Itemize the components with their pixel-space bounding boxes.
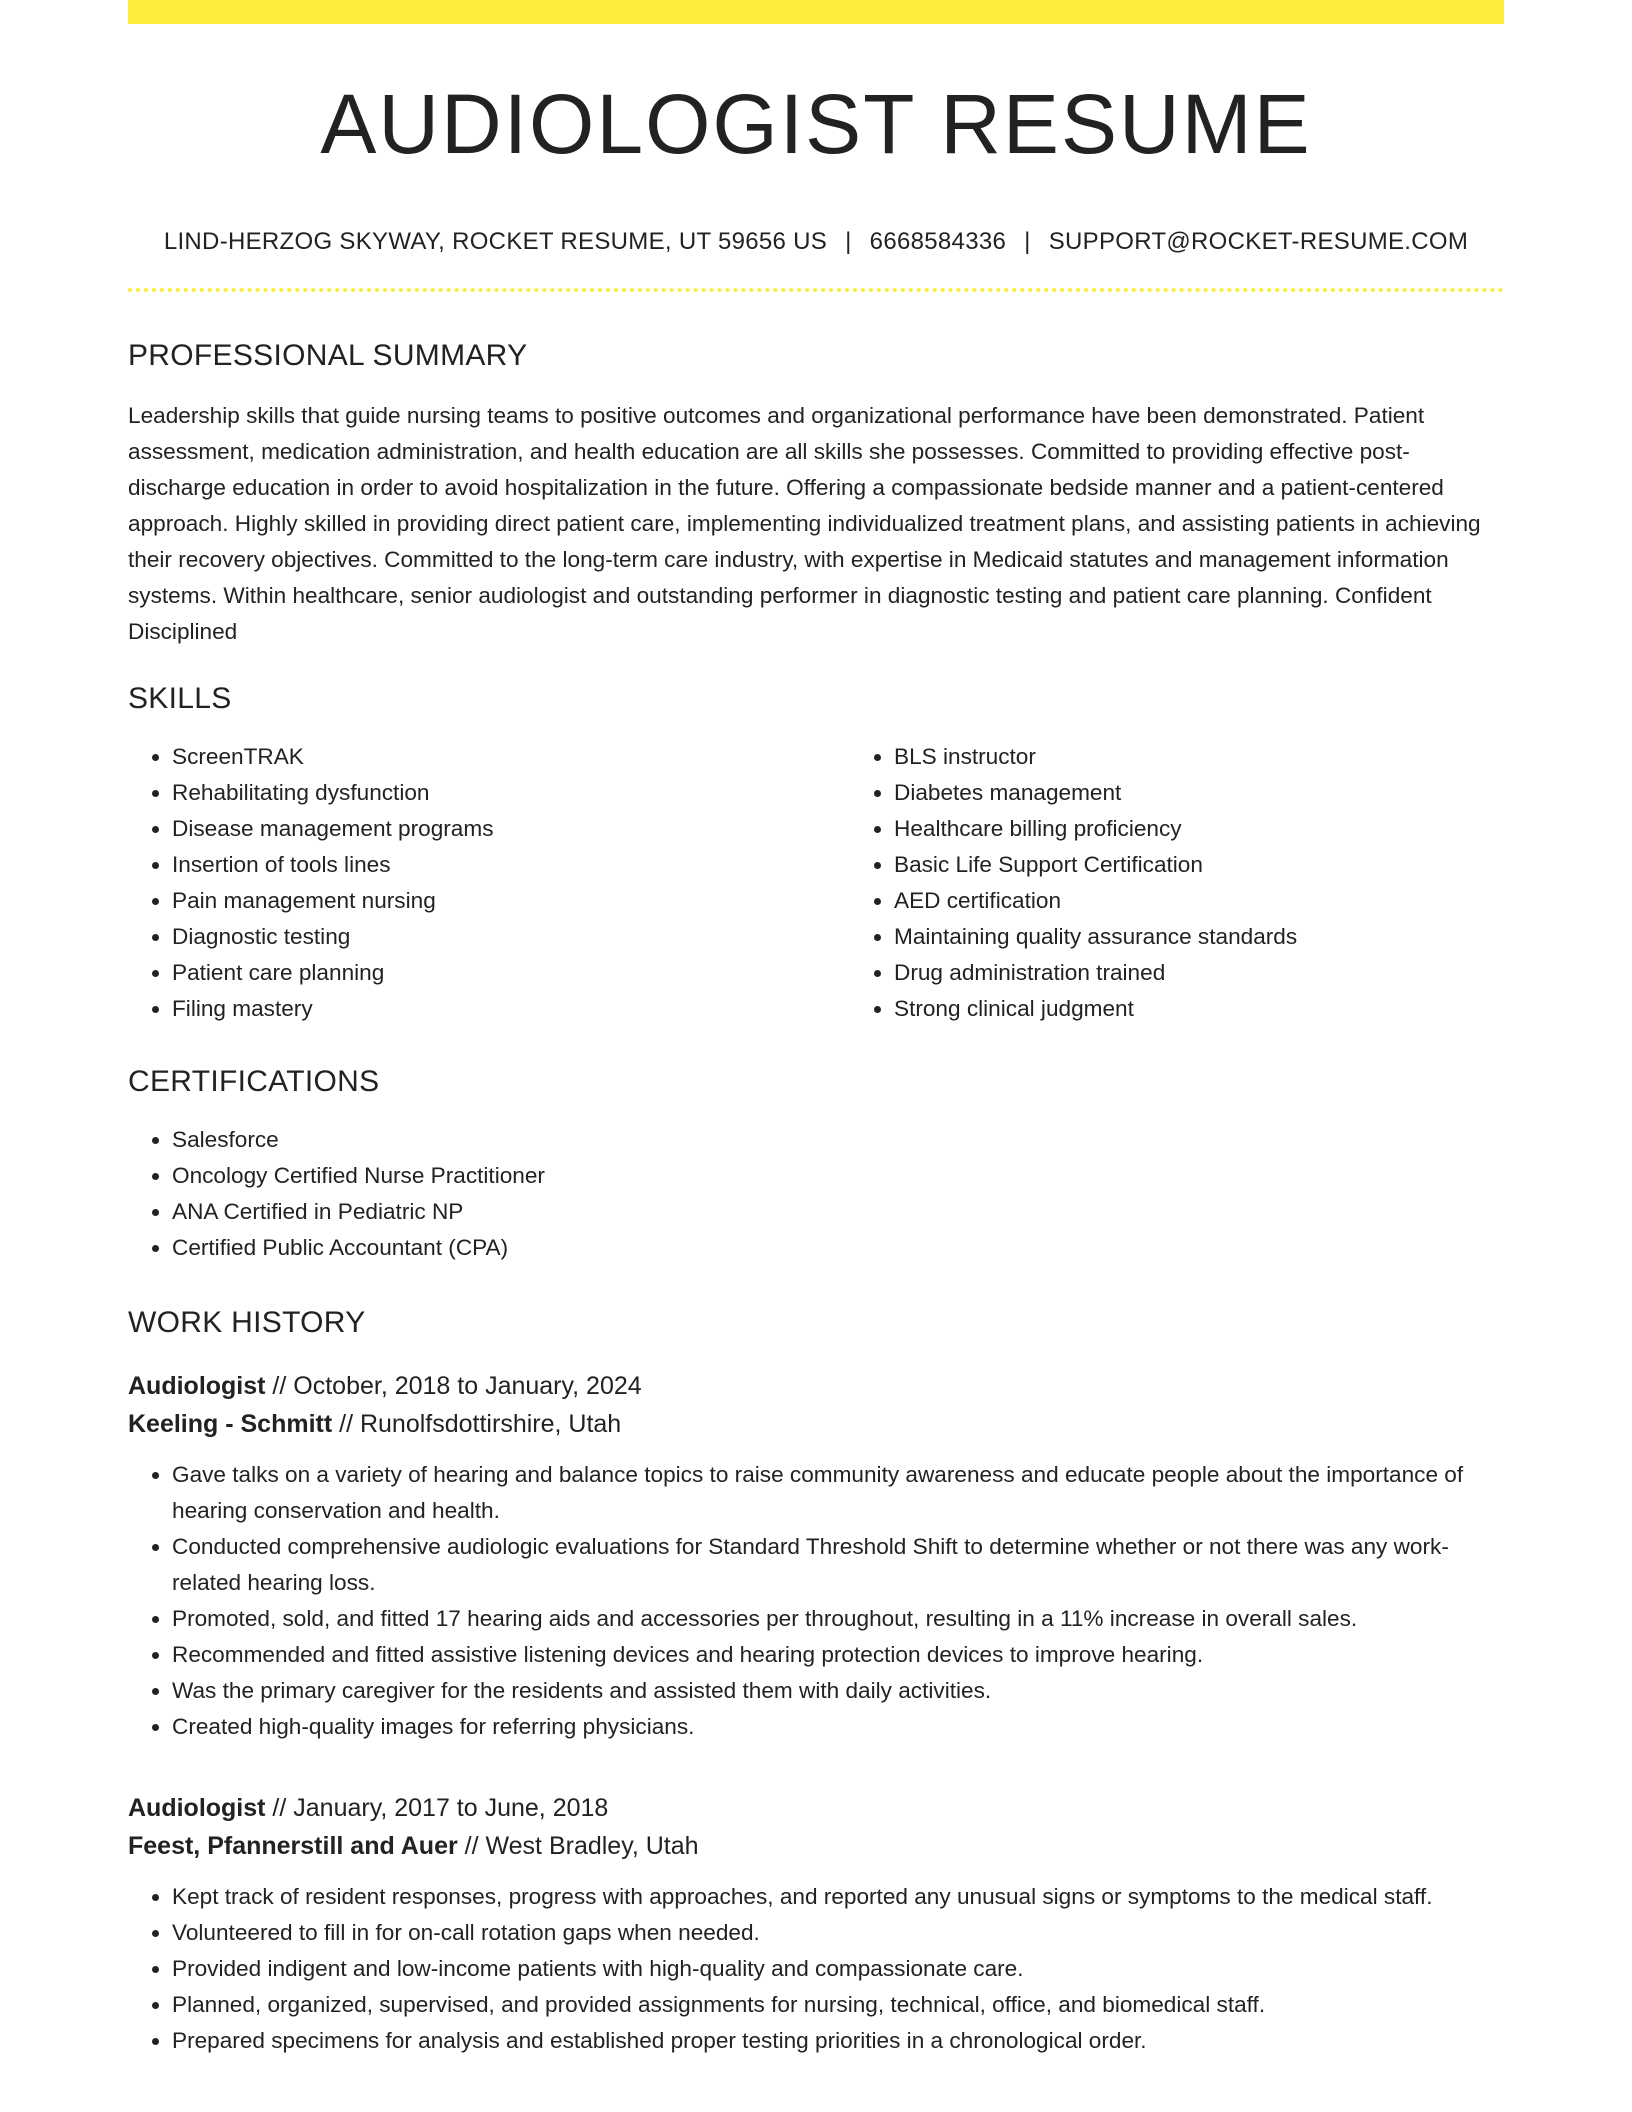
job-title-line bbox=[128, 1789, 1504, 1827]
job-location: // West Bradley, Utah bbox=[457, 1832, 699, 1860]
job-title: Audiologist bbox=[128, 1372, 266, 1400]
skill-item: • Strong clinical judgment bbox=[894, 991, 1572, 1027]
resume-page bbox=[128, 0, 1504, 2059]
job-dates: // October, 2018 to January, 2024 bbox=[265, 1372, 642, 1400]
skill-item: • Pain management nursing bbox=[172, 883, 850, 919]
skill-item: • Patient care planning bbox=[172, 955, 850, 991]
skills-list-right bbox=[850, 739, 1572, 1027]
job-bullet: • Created high-quality images for referring physicians. bbox=[172, 1709, 1504, 1745]
skills-heading: SKILLS bbox=[128, 682, 232, 715]
certification-item: • Oncology Certified Nurse Practitioner bbox=[172, 1158, 1504, 1194]
job-bullet: • Provided indigent and low-income patients with high-quality and compassionate care. bbox=[172, 1951, 1504, 1987]
job-dates: // January, 2017 to June, 2018 bbox=[265, 1794, 609, 1822]
contact-separator: | bbox=[1024, 228, 1031, 255]
skill-item: • Healthcare billing proficiency bbox=[894, 811, 1572, 847]
job-title: Audiologist bbox=[128, 1794, 266, 1822]
skill-item: • Diagnostic testing bbox=[172, 919, 850, 955]
skill-item: • AED certification bbox=[894, 883, 1572, 919]
job-bullets bbox=[128, 1879, 1504, 2059]
skill-item: • Diabetes management bbox=[894, 775, 1572, 811]
skill-item: • Basic Life Support Certification bbox=[894, 847, 1572, 883]
skill-item: • Filing mastery bbox=[172, 991, 850, 1027]
certification-item: • ANA Certified in Pediatric NP bbox=[172, 1194, 1504, 1230]
work-history-section bbox=[128, 1306, 1504, 2059]
job-bullet: • Kept track of resident responses, progress with approaches, and reported any unusual signs or symptoms to the medical staff. bbox=[172, 1879, 1504, 1915]
certification-item: • Salesforce bbox=[172, 1122, 1504, 1158]
professional-summary-heading: PROFESSIONAL SUMMARY bbox=[128, 339, 528, 372]
contact-email[interactable]: SUPPORT@ROCKET-RESUME.COM bbox=[1048, 228, 1469, 255]
resume-title: AUDIOLOGIST RESUME bbox=[320, 77, 1312, 171]
contact-line bbox=[128, 228, 1504, 256]
job-bullet: • Recommended and fitted assistive listening devices and hearing protection devices to improve hearing. bbox=[172, 1637, 1504, 1673]
skill-item: • Insertion of tools lines bbox=[172, 847, 850, 883]
certifications-section bbox=[128, 1065, 1504, 1266]
job-company: Keeling - Schmitt bbox=[128, 1410, 333, 1438]
job-bullet: • Promoted, sold, and fitted 17 hearing aids and accessories per throughout, resulting in a 11% increase in overall sales. bbox=[172, 1601, 1504, 1637]
skills-grid bbox=[128, 715, 1504, 1027]
contact-phone[interactable]: 6668584336 bbox=[869, 228, 1007, 255]
job-bullet: • Volunteered to fill in for on-call rotation gaps when needed. bbox=[172, 1915, 1504, 1951]
dotted-divider bbox=[128, 288, 1504, 292]
job-bullet: • Gave talks on a variety of hearing and balance topics to raise community awareness and educate people about the importance of hearing conservation and health. bbox=[172, 1457, 1504, 1529]
skill-item: • BLS instructor bbox=[894, 739, 1572, 775]
job-company-line bbox=[128, 1405, 1504, 1443]
accent-top-bar bbox=[128, 0, 1504, 24]
skills-section bbox=[128, 682, 1504, 1027]
certifications-heading: CERTIFICATIONS bbox=[128, 1065, 380, 1098]
job-location: // Runolfsdottirshire, Utah bbox=[332, 1410, 622, 1438]
skill-item: • ScreenTRAK bbox=[172, 739, 850, 775]
job-title-line bbox=[128, 1367, 1504, 1405]
professional-summary-text: Leadership skills that guide nursing teams to positive outcomes and organizational performance have been demonstrated. Patient assessment, medication administration, and health education are all skills she possesses. Committed to providing effective post-discharge education in order to avoid hospitalization in the future. Offering a compassionate bedside manner and a patient-centered approach. Highly skilled in providing direct patient care, implementing individualized treatment plans, and assisting patients in achieving their recovery objectives. Committed to the long-term care industry, with expertise in Medicaid statutes and management information systems. Within healthcare, senior audiologist and outstanding performer in diagnostic testing and patient care planning. Confident Disciplined bbox=[128, 403, 1481, 644]
certifications-list bbox=[128, 1122, 1504, 1266]
contact-separator: | bbox=[845, 228, 852, 255]
job-entry bbox=[128, 1789, 1504, 2059]
skill-item: • Drug administration trained bbox=[894, 955, 1572, 991]
contact-address: LIND-HERZOG SKYWAY, ROCKET RESUME, UT 59656 US bbox=[163, 228, 828, 255]
job-bullet: • Prepared specimens for analysis and established proper testing priorities in a chronological order. bbox=[172, 2023, 1504, 2059]
job-bullet: • Was the primary caregiver for the residents and assisted them with daily activities. bbox=[172, 1673, 1504, 1709]
job-company: Feest, Pfannerstill and Auer bbox=[128, 1832, 458, 1860]
skill-item: • Disease management programs bbox=[172, 811, 850, 847]
certification-item: • Certified Public Accountant (CPA) bbox=[172, 1230, 1504, 1266]
work-history-heading: WORK HISTORY bbox=[128, 1306, 366, 1339]
job-company-line bbox=[128, 1827, 1504, 1865]
job-bullet: • Conducted comprehensive audiologic evaluations for Standard Threshold Shift to determine whether or not there was any work-related hearing loss. bbox=[172, 1529, 1504, 1601]
job-entry bbox=[128, 1367, 1504, 1745]
job-bullets bbox=[128, 1457, 1504, 1745]
skills-list-left bbox=[128, 739, 850, 1027]
skill-item: • Maintaining quality assurance standards bbox=[894, 919, 1572, 955]
job-bullet: • Planned, organized, supervised, and provided assignments for nursing, technical, office, and biomedical staff. bbox=[172, 1987, 1504, 2023]
skill-item: • Rehabilitating dysfunction bbox=[172, 775, 850, 811]
professional-summary-section bbox=[128, 339, 1504, 650]
